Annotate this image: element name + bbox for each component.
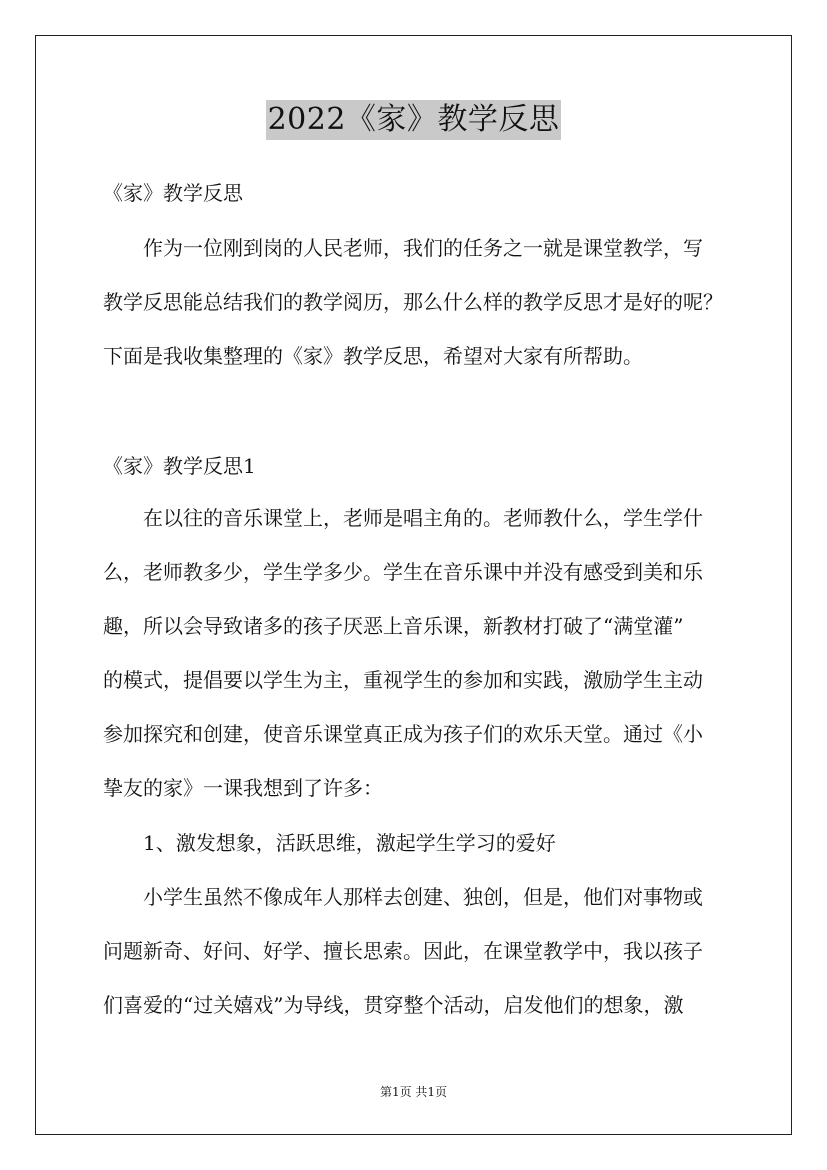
point-heading: 1、激发想象，活跃思维，激起学生学习的爱好 (143, 831, 556, 855)
section-heading: 《家》教学反思1 (103, 454, 256, 478)
page-footer: 第1页 共1页 (379, 1085, 448, 1099)
body-line-1: 在以往的音乐课堂上，老师是唱主角的。老师教什么，学生学什 (143, 506, 703, 530)
intro-line-2: 教学反思能总结我们的教学阅历，那么什么样的教学反思才是好的呢？ (103, 290, 723, 314)
document-title: 2022《家》教学反思 (266, 100, 562, 140)
intro-line-3: 下面是我收集整理的《家》教学反思，希望对大家有所帮助。 (103, 344, 643, 368)
point-line-1: 小学生虽然不像成年人那样去创建、独创，但是，他们对事物或 (143, 885, 703, 909)
body-line-6: 挚友的家》一课我想到了许多： (103, 776, 383, 800)
body-line-5: 参加探究和创建，使音乐课堂真正成为孩子们的欢乐天堂。通过《小 (103, 722, 703, 746)
body-line-3: 趣，所以会导致诸多的孩子厌恶上音乐课，新教材打破了“满堂灌” (103, 614, 684, 638)
point-line-3: 们喜爱的“过关嬉戏”为导线，贯穿整个活动，启发他们的想象，激 (103, 993, 684, 1017)
body-line-4: 的模式，提倡要以学生为主，重视学生的参加和实践，激励学生主动 (103, 668, 703, 692)
body-line-2: 么，老师教多少，学生学多少。学生在音乐课中并没有感受到美和乐 (103, 560, 703, 584)
point-line-2: 问题新奇、好问、好学、擅长思索。因此，在课堂教学中，我以孩子 (103, 939, 703, 963)
intro-line-1: 作为一位刚到岗的人民老师，我们的任务之一就是课堂教学，写 (143, 236, 703, 260)
subtitle: 《家》教学反思 (103, 181, 243, 205)
